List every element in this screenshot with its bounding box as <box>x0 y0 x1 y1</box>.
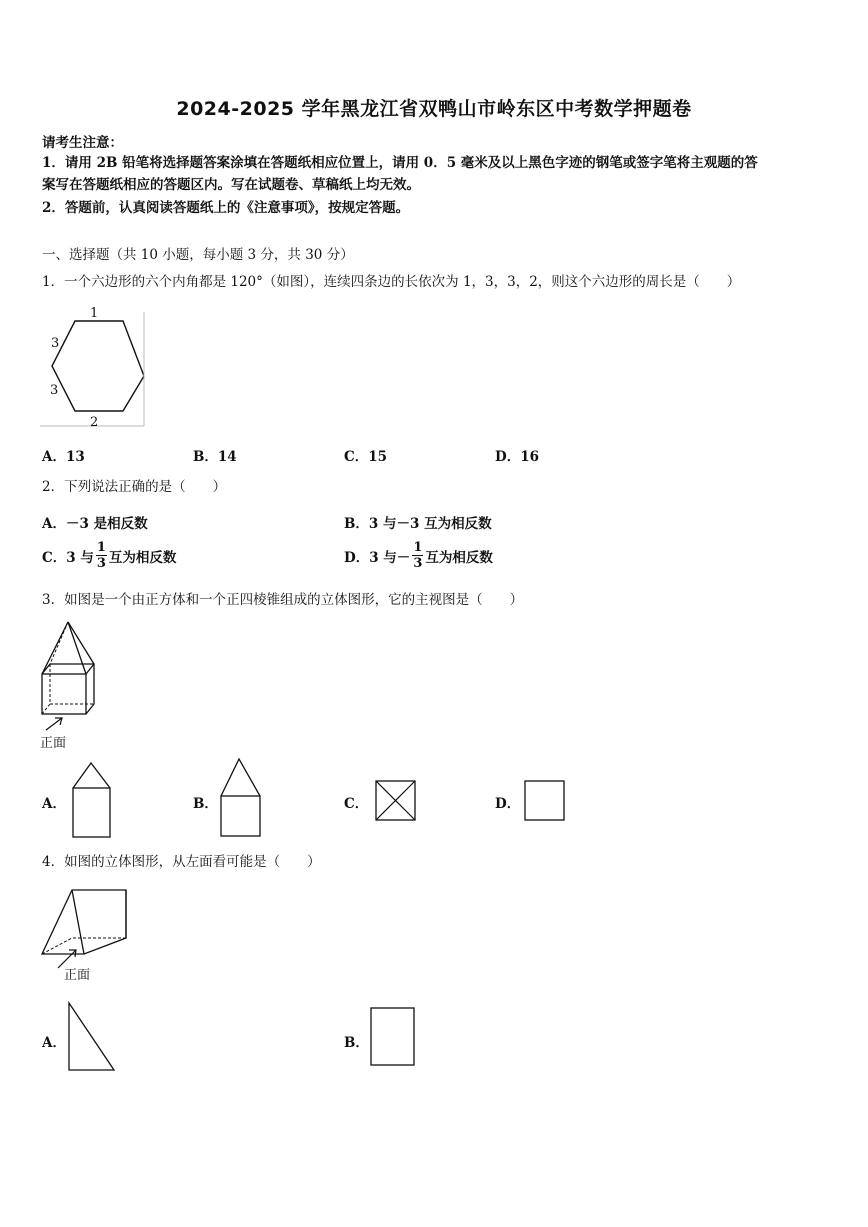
fraction-numerator: 1 <box>96 540 106 555</box>
cube-hidden-edge <box>42 704 50 714</box>
question-1-option-b: B．14 <box>193 449 237 465</box>
option-c-prefix: C．3 与 <box>42 549 94 566</box>
prism-outline <box>42 890 126 954</box>
question-4-stem: 4．如图的立体图形，从左面看可能是（ ） <box>42 854 321 870</box>
cube-front-face <box>42 674 86 714</box>
square-base <box>73 788 110 837</box>
square-outline <box>525 781 564 820</box>
question-2-option-b: B．3 与－3 互为相反数 <box>344 516 492 532</box>
question-3-option-a-figure <box>70 760 115 840</box>
pyramid-edge <box>68 622 86 674</box>
pyramid-edge <box>42 622 68 674</box>
question-3-option-c: C． <box>344 796 369 812</box>
notice-line-1b: 案写在答题纸相应的答题区内。写在试题卷、草稿纸上均无效。 <box>42 177 420 193</box>
question-3-option-d: D． <box>495 796 521 812</box>
hexagon-label-lower-left: 3 <box>50 383 59 398</box>
fraction-one-third <box>96 540 107 571</box>
page-title: 2024-2025 学年黑龙江省双鸭山市岭东区中考数学押题卷 <box>176 98 692 120</box>
notice-line-1a: 1．请用 2B 铅笔将选择题答案涂填在答题纸相应位置上，请用 0．5 毫米及以上黑色字迹的钢笔或签字笔将主观题的答 <box>42 155 758 171</box>
option-d-prefix: D．3 与－ <box>344 549 411 566</box>
option-d-suffix: 互为相反数 <box>425 549 493 566</box>
hexagon-label-upper-left: 3 <box>51 336 60 351</box>
fraction-denominator: 3 <box>413 556 423 571</box>
question-3-option-b-figure <box>218 756 266 840</box>
option-c-suffix: 互为相反数 <box>108 549 177 566</box>
question-3-stem: 3．如图是一个由正方体和一个正四棱锥组成的立体图形，它的主视图是（ ） <box>42 592 524 608</box>
fraction-denominator: 3 <box>96 556 106 571</box>
question-3-option-a: A． <box>42 796 66 812</box>
question-3-option-b: B． <box>193 796 218 812</box>
question-2-stem: 2．下列说法正确的是（ ） <box>42 479 227 495</box>
section-heading: 一、选择题（共 10 小题，每小题 3 分，共 30 分） <box>42 247 354 263</box>
question-2-option-c <box>42 540 176 571</box>
question-4-option-b: B． <box>344 1035 369 1051</box>
rectangle-outline <box>371 1008 414 1065</box>
question-3-front-label: 正面 <box>40 736 67 751</box>
question-3-option-c-figure <box>374 779 418 823</box>
question-4-option-a: A． <box>42 1035 66 1051</box>
fraction-one-third <box>412 540 423 571</box>
question-1-option-a: A．13 <box>42 449 85 465</box>
cube-hidden-edges <box>50 664 94 704</box>
triangle-roof <box>73 763 110 788</box>
hexagon-label-top: 1 <box>90 306 99 321</box>
question-1-option-c: C．15 <box>344 449 388 465</box>
prism-front-edge <box>72 890 84 954</box>
question-4-front-label: 正面 <box>64 968 91 983</box>
question-1-hexagon-figure <box>40 300 150 430</box>
notice-line-2: 2．答题前，认真阅读答题纸上的《注意事项》，按规定答题。 <box>42 200 410 216</box>
square-base <box>221 796 260 836</box>
notice-heading: 请考生注意： <box>42 135 123 151</box>
hexagon-label-bottom: 2 <box>90 415 99 430</box>
triangle-roof <box>221 759 260 796</box>
hexagon-shape <box>52 321 144 411</box>
question-4-option-b-figure <box>369 1006 417 1068</box>
question-3-option-d-figure <box>523 779 567 823</box>
arrow-line <box>46 718 62 730</box>
question-4-option-a-figure <box>66 1000 118 1074</box>
question-2-option-a: A．－3 是相反数 <box>42 516 148 532</box>
cube-edge <box>86 664 94 674</box>
right-triangle <box>69 1003 114 1070</box>
question-2-option-d <box>344 540 493 571</box>
pyramid-hidden-edge <box>50 622 68 664</box>
question-1-stem: 1．一个六边形的六个内角都是 120°（如图），连续四条边的长依次为 1，3，3，2，则这个六边形的周长是（ ） <box>42 274 741 290</box>
fraction-numerator: 1 <box>413 540 423 555</box>
question-1-option-d: D．16 <box>495 449 539 465</box>
